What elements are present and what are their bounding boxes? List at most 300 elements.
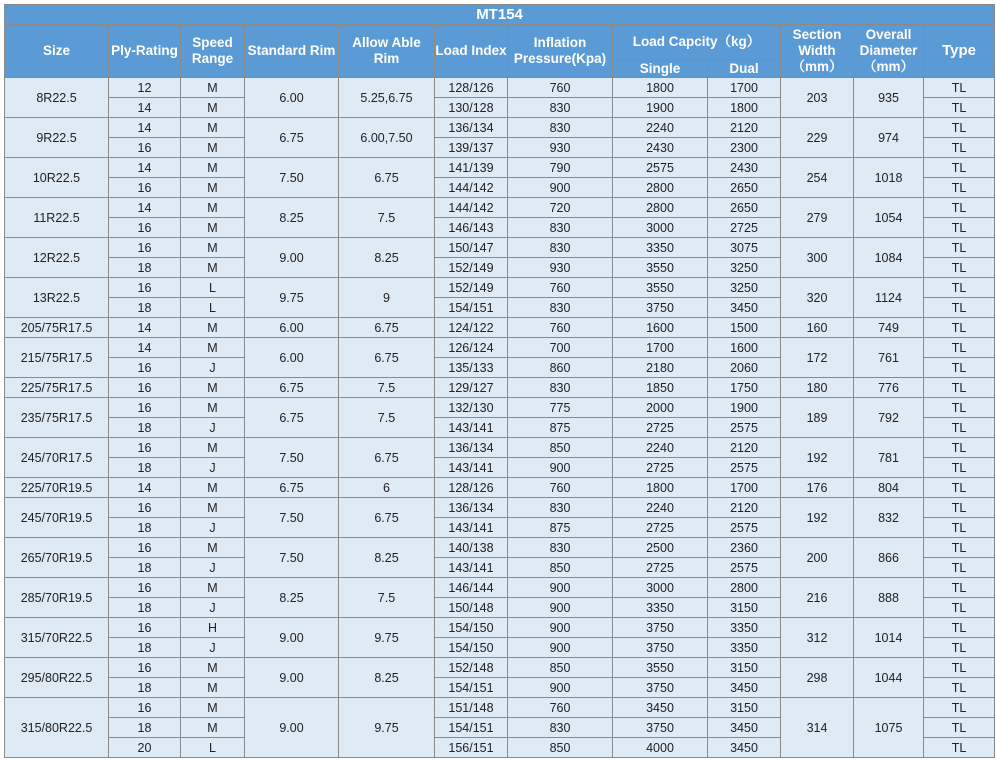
load-single-cell: 2725 xyxy=(613,558,708,578)
col-header-inflation-pressure: Inflation Pressure(Kpa) xyxy=(508,25,613,78)
inflation-pressure-cell: 830 xyxy=(508,218,613,238)
col-header-type: Type xyxy=(924,25,995,78)
load-single-cell: 3750 xyxy=(613,298,708,318)
table-row xyxy=(5,658,995,678)
type-cell: TL xyxy=(924,198,995,218)
speed-range-cell: M xyxy=(181,118,245,138)
table-title: MT154 xyxy=(5,5,995,25)
type-cell: TL xyxy=(924,138,995,158)
load-single-cell: 3000 xyxy=(613,218,708,238)
size-cell: 315/70R22.5 xyxy=(5,618,109,658)
table-row xyxy=(5,118,995,138)
section-width-cell: 279 xyxy=(781,198,854,238)
load-single-cell: 1800 xyxy=(613,478,708,498)
spec-table-wrapper xyxy=(4,4,994,758)
size-cell: 215/75R17.5 xyxy=(5,338,109,378)
inflation-pressure-cell: 850 xyxy=(508,558,613,578)
ply-rating-cell: 18 xyxy=(109,258,181,278)
ply-rating-cell: 14 xyxy=(109,158,181,178)
ply-rating-cell: 12 xyxy=(109,78,181,98)
speed-range-cell: J xyxy=(181,458,245,478)
col-header-overall-diameter: Overall Diameter （mm） xyxy=(854,25,924,78)
load-dual-cell: 2725 xyxy=(708,218,781,238)
load-index-cell: 154/151 xyxy=(435,298,508,318)
ply-rating-cell: 16 xyxy=(109,658,181,678)
load-dual-cell: 2650 xyxy=(708,198,781,218)
type-cell: TL xyxy=(924,398,995,418)
table-row xyxy=(5,318,995,338)
load-dual-cell: 2120 xyxy=(708,438,781,458)
ply-rating-cell: 14 xyxy=(109,198,181,218)
load-single-cell: 3350 xyxy=(613,238,708,258)
inflation-pressure-cell: 830 xyxy=(508,498,613,518)
allow-able-rim-cell: 5.25,6.75 xyxy=(339,78,435,118)
type-cell: TL xyxy=(924,738,995,758)
load-index-cell: 136/134 xyxy=(435,438,508,458)
speed-range-cell: M xyxy=(181,338,245,358)
section-width-cell: 312 xyxy=(781,618,854,658)
overall-diameter-cell: 1075 xyxy=(854,698,924,758)
load-index-cell: 124/122 xyxy=(435,318,508,338)
section-width-cell: 192 xyxy=(781,498,854,538)
type-cell: TL xyxy=(924,478,995,498)
inflation-pressure-cell: 900 xyxy=(508,578,613,598)
type-cell: TL xyxy=(924,578,995,598)
speed-range-cell: L xyxy=(181,278,245,298)
inflation-pressure-cell: 830 xyxy=(508,118,613,138)
speed-range-cell: M xyxy=(181,398,245,418)
allow-able-rim-cell: 7.5 xyxy=(339,198,435,238)
table-row xyxy=(5,478,995,498)
standard-rim-cell: 6.00 xyxy=(245,78,339,118)
inflation-pressure-cell: 700 xyxy=(508,338,613,358)
type-cell: TL xyxy=(924,658,995,678)
table-row xyxy=(5,198,995,218)
speed-range-cell: M xyxy=(181,718,245,738)
load-index-cell: 154/150 xyxy=(435,618,508,638)
load-dual-cell: 1700 xyxy=(708,478,781,498)
load-dual-cell: 2800 xyxy=(708,578,781,598)
speed-range-cell: M xyxy=(181,438,245,458)
inflation-pressure-cell: 720 xyxy=(508,198,613,218)
speed-range-cell: J xyxy=(181,638,245,658)
load-single-cell: 3550 xyxy=(613,258,708,278)
load-single-cell: 1600 xyxy=(613,318,708,338)
overall-diameter-cell: 749 xyxy=(854,318,924,338)
section-width-cell: 189 xyxy=(781,398,854,438)
inflation-pressure-cell: 790 xyxy=(508,158,613,178)
ply-rating-cell: 16 xyxy=(109,538,181,558)
type-cell: TL xyxy=(924,278,995,298)
col-header-speed-range: Speed Range xyxy=(181,25,245,78)
load-index-cell: 132/130 xyxy=(435,398,508,418)
load-single-cell: 3750 xyxy=(613,718,708,738)
speed-range-cell: M xyxy=(181,78,245,98)
speed-range-cell: J xyxy=(181,418,245,438)
size-cell: 245/70R17.5 xyxy=(5,438,109,478)
inflation-pressure-cell: 900 xyxy=(508,678,613,698)
table-row xyxy=(5,698,995,718)
inflation-pressure-cell: 760 xyxy=(508,278,613,298)
standard-rim-cell: 9.00 xyxy=(245,238,339,278)
standard-rim-cell: 7.50 xyxy=(245,538,339,578)
type-cell: TL xyxy=(924,78,995,98)
table-row xyxy=(5,278,995,298)
speed-range-cell: J xyxy=(181,598,245,618)
inflation-pressure-cell: 930 xyxy=(508,258,613,278)
standard-rim-cell: 6.00 xyxy=(245,318,339,338)
size-cell: 235/75R17.5 xyxy=(5,398,109,438)
inflation-pressure-cell: 760 xyxy=(508,78,613,98)
table-row xyxy=(5,438,995,458)
ply-rating-cell: 14 xyxy=(109,118,181,138)
speed-range-cell: M xyxy=(181,158,245,178)
overall-diameter-cell: 1054 xyxy=(854,198,924,238)
load-dual-cell: 3150 xyxy=(708,658,781,678)
inflation-pressure-cell: 900 xyxy=(508,618,613,638)
inflation-pressure-cell: 760 xyxy=(508,698,613,718)
ply-rating-cell: 18 xyxy=(109,598,181,618)
load-dual-cell: 3350 xyxy=(708,618,781,638)
inflation-pressure-cell: 850 xyxy=(508,438,613,458)
standard-rim-cell: 7.50 xyxy=(245,438,339,478)
load-dual-cell: 3450 xyxy=(708,718,781,738)
ply-rating-cell: 18 xyxy=(109,298,181,318)
section-width-cell: 320 xyxy=(781,278,854,318)
load-index-cell: 139/137 xyxy=(435,138,508,158)
ply-rating-cell: 16 xyxy=(109,438,181,458)
col-header-ply-rating: Ply-Rating xyxy=(109,25,181,78)
load-dual-cell: 1750 xyxy=(708,378,781,398)
inflation-pressure-cell: 860 xyxy=(508,358,613,378)
type-cell: TL xyxy=(924,378,995,398)
load-single-cell: 2430 xyxy=(613,138,708,158)
ply-rating-cell: 18 xyxy=(109,518,181,538)
overall-diameter-cell: 935 xyxy=(854,78,924,118)
col-header-load-capacity: Load Capcity（kg） xyxy=(613,25,781,60)
load-dual-cell: 3350 xyxy=(708,638,781,658)
ply-rating-cell: 18 xyxy=(109,638,181,658)
size-cell: 225/70R19.5 xyxy=(5,478,109,498)
col-header-section-width: Section Width （mm） xyxy=(781,25,854,78)
allow-able-rim-cell: 7.5 xyxy=(339,578,435,618)
speed-range-cell: M xyxy=(181,658,245,678)
size-cell: 9R22.5 xyxy=(5,118,109,158)
section-width-cell: 160 xyxy=(781,318,854,338)
ply-rating-cell: 16 xyxy=(109,278,181,298)
type-cell: TL xyxy=(924,518,995,538)
load-single-cell: 3450 xyxy=(613,698,708,718)
size-cell: 10R22.5 xyxy=(5,158,109,198)
size-cell: 225/75R17.5 xyxy=(5,378,109,398)
section-width-cell: 229 xyxy=(781,118,854,158)
type-cell: TL xyxy=(924,218,995,238)
overall-diameter-cell: 761 xyxy=(854,338,924,378)
size-cell: 13R22.5 xyxy=(5,278,109,318)
ply-rating-cell: 14 xyxy=(109,478,181,498)
load-index-cell: 151/148 xyxy=(435,698,508,718)
type-cell: TL xyxy=(924,498,995,518)
section-width-cell: 298 xyxy=(781,658,854,698)
type-cell: TL xyxy=(924,118,995,138)
speed-range-cell: M xyxy=(181,218,245,238)
load-dual-cell: 1700 xyxy=(708,78,781,98)
speed-range-cell: M xyxy=(181,238,245,258)
load-dual-cell: 1600 xyxy=(708,338,781,358)
load-dual-cell: 2575 xyxy=(708,518,781,538)
size-cell: 295/80R22.5 xyxy=(5,658,109,698)
size-cell: 265/70R19.5 xyxy=(5,538,109,578)
section-width-cell: 200 xyxy=(781,538,854,578)
size-cell: 205/75R17.5 xyxy=(5,318,109,338)
inflation-pressure-cell: 830 xyxy=(508,98,613,118)
ply-rating-cell: 16 xyxy=(109,698,181,718)
load-dual-cell: 2575 xyxy=(708,418,781,438)
load-single-cell: 3550 xyxy=(613,278,708,298)
type-cell: TL xyxy=(924,358,995,378)
load-single-cell: 2575 xyxy=(613,158,708,178)
standard-rim-cell: 7.50 xyxy=(245,158,339,198)
load-single-cell: 3750 xyxy=(613,638,708,658)
load-single-cell: 3000 xyxy=(613,578,708,598)
standard-rim-cell: 8.25 xyxy=(245,198,339,238)
load-dual-cell: 2575 xyxy=(708,458,781,478)
speed-range-cell: M xyxy=(181,198,245,218)
ply-rating-cell: 16 xyxy=(109,138,181,158)
type-cell: TL xyxy=(924,418,995,438)
table-row xyxy=(5,338,995,358)
load-index-cell: 126/124 xyxy=(435,338,508,358)
overall-diameter-cell: 832 xyxy=(854,498,924,538)
speed-range-cell: M xyxy=(181,378,245,398)
section-width-cell: 180 xyxy=(781,378,854,398)
speed-range-cell: M xyxy=(181,478,245,498)
ply-rating-cell: 16 xyxy=(109,398,181,418)
ply-rating-cell: 16 xyxy=(109,378,181,398)
standard-rim-cell: 8.25 xyxy=(245,578,339,618)
inflation-pressure-cell: 850 xyxy=(508,658,613,678)
overall-diameter-cell: 866 xyxy=(854,538,924,578)
table-row xyxy=(5,578,995,598)
overall-diameter-cell: 781 xyxy=(854,438,924,478)
load-dual-cell: 1900 xyxy=(708,398,781,418)
inflation-pressure-cell: 830 xyxy=(508,298,613,318)
load-dual-cell: 3450 xyxy=(708,678,781,698)
ply-rating-cell: 18 xyxy=(109,458,181,478)
load-dual-cell: 3150 xyxy=(708,698,781,718)
load-single-cell: 3550 xyxy=(613,658,708,678)
allow-able-rim-cell: 6.75 xyxy=(339,498,435,538)
load-single-cell: 2725 xyxy=(613,458,708,478)
load-single-cell: 1800 xyxy=(613,78,708,98)
ply-rating-cell: 16 xyxy=(109,178,181,198)
standard-rim-cell: 9.75 xyxy=(245,278,339,318)
col-header-load-index: Load Index xyxy=(435,25,508,78)
load-single-cell: 1850 xyxy=(613,378,708,398)
speed-range-cell: M xyxy=(181,498,245,518)
standard-rim-cell: 9.00 xyxy=(245,618,339,658)
allow-able-rim-cell: 9.75 xyxy=(339,698,435,758)
ply-rating-cell: 16 xyxy=(109,578,181,598)
load-single-cell: 2240 xyxy=(613,118,708,138)
load-index-cell: 128/126 xyxy=(435,78,508,98)
standard-rim-cell: 6.75 xyxy=(245,378,339,398)
speed-range-cell: J xyxy=(181,558,245,578)
ply-rating-cell: 18 xyxy=(109,718,181,738)
load-index-cell: 143/141 xyxy=(435,518,508,538)
load-dual-cell: 2300 xyxy=(708,138,781,158)
section-width-cell: 216 xyxy=(781,578,854,618)
inflation-pressure-cell: 760 xyxy=(508,478,613,498)
load-index-cell: 154/151 xyxy=(435,718,508,738)
load-dual-cell: 2060 xyxy=(708,358,781,378)
standard-rim-cell: 6.00 xyxy=(245,338,339,378)
load-single-cell: 2240 xyxy=(613,498,708,518)
load-single-cell: 3750 xyxy=(613,678,708,698)
load-index-cell: 143/141 xyxy=(435,458,508,478)
load-single-cell: 1900 xyxy=(613,98,708,118)
allow-able-rim-cell: 6.00,7.50 xyxy=(339,118,435,158)
load-dual-cell: 1800 xyxy=(708,98,781,118)
ply-rating-cell: 16 xyxy=(109,618,181,638)
overall-diameter-cell: 1044 xyxy=(854,658,924,698)
overall-diameter-cell: 1018 xyxy=(854,158,924,198)
allow-able-rim-cell: 7.5 xyxy=(339,398,435,438)
col-header-allow-able-rim: Allow Able Rim xyxy=(339,25,435,78)
inflation-pressure-cell: 830 xyxy=(508,238,613,258)
table-row xyxy=(5,538,995,558)
size-cell: 11R22.5 xyxy=(5,198,109,238)
load-index-cell: 152/149 xyxy=(435,278,508,298)
load-index-cell: 154/151 xyxy=(435,678,508,698)
load-index-cell: 128/126 xyxy=(435,478,508,498)
inflation-pressure-cell: 900 xyxy=(508,638,613,658)
type-cell: TL xyxy=(924,98,995,118)
load-index-cell: 143/141 xyxy=(435,418,508,438)
speed-range-cell: M xyxy=(181,258,245,278)
speed-range-cell: L xyxy=(181,738,245,758)
col-header-dual: Dual xyxy=(708,60,781,78)
type-cell: TL xyxy=(924,718,995,738)
table-row xyxy=(5,498,995,518)
speed-range-cell: M xyxy=(181,538,245,558)
inflation-pressure-cell: 775 xyxy=(508,398,613,418)
load-single-cell: 2240 xyxy=(613,438,708,458)
load-index-cell: 140/138 xyxy=(435,538,508,558)
speed-range-cell: J xyxy=(181,518,245,538)
load-index-cell: 150/148 xyxy=(435,598,508,618)
load-single-cell: 3750 xyxy=(613,618,708,638)
overall-diameter-cell: 792 xyxy=(854,398,924,438)
table-body xyxy=(5,78,995,758)
ply-rating-cell: 16 xyxy=(109,358,181,378)
inflation-pressure-cell: 900 xyxy=(508,178,613,198)
type-cell: TL xyxy=(924,318,995,338)
speed-range-cell: M xyxy=(181,698,245,718)
load-dual-cell: 2430 xyxy=(708,158,781,178)
ply-rating-cell: 16 xyxy=(109,498,181,518)
ply-rating-cell: 20 xyxy=(109,738,181,758)
allow-able-rim-cell: 6.75 xyxy=(339,318,435,338)
load-index-cell: 152/149 xyxy=(435,258,508,278)
load-index-cell: 130/128 xyxy=(435,98,508,118)
load-index-cell: 136/134 xyxy=(435,118,508,138)
load-single-cell: 2725 xyxy=(613,518,708,538)
inflation-pressure-cell: 900 xyxy=(508,598,613,618)
allow-able-rim-cell: 8.25 xyxy=(339,538,435,578)
size-cell: 12R22.5 xyxy=(5,238,109,278)
load-single-cell: 1700 xyxy=(613,338,708,358)
type-cell: TL xyxy=(924,558,995,578)
col-header-standard-rim: Standard Rim xyxy=(245,25,339,78)
allow-able-rim-cell: 9 xyxy=(339,278,435,318)
allow-able-rim-cell: 9.75 xyxy=(339,618,435,658)
table-row xyxy=(5,398,995,418)
size-cell: 315/80R22.5 xyxy=(5,698,109,758)
type-cell: TL xyxy=(924,258,995,278)
type-cell: TL xyxy=(924,158,995,178)
allow-able-rim-cell: 6.75 xyxy=(339,338,435,378)
standard-rim-cell: 6.75 xyxy=(245,478,339,498)
section-width-cell: 314 xyxy=(781,698,854,758)
section-width-cell: 192 xyxy=(781,438,854,478)
load-index-cell: 144/142 xyxy=(435,178,508,198)
table-row xyxy=(5,618,995,638)
load-dual-cell: 1500 xyxy=(708,318,781,338)
type-cell: TL xyxy=(924,438,995,458)
size-cell: 8R22.5 xyxy=(5,78,109,118)
load-dual-cell: 3450 xyxy=(708,738,781,758)
type-cell: TL xyxy=(924,678,995,698)
ply-rating-cell: 14 xyxy=(109,98,181,118)
allow-able-rim-cell: 6.75 xyxy=(339,158,435,198)
load-index-cell: 146/144 xyxy=(435,578,508,598)
load-index-cell: 154/150 xyxy=(435,638,508,658)
type-cell: TL xyxy=(924,178,995,198)
inflation-pressure-cell: 930 xyxy=(508,138,613,158)
load-dual-cell: 2575 xyxy=(708,558,781,578)
load-dual-cell: 3075 xyxy=(708,238,781,258)
load-dual-cell: 3250 xyxy=(708,258,781,278)
overall-diameter-cell: 1014 xyxy=(854,618,924,658)
load-index-cell: 129/127 xyxy=(435,378,508,398)
type-cell: TL xyxy=(924,458,995,478)
speed-range-cell: M xyxy=(181,98,245,118)
ply-rating-cell: 14 xyxy=(109,338,181,358)
speed-range-cell: M xyxy=(181,678,245,698)
load-index-cell: 144/142 xyxy=(435,198,508,218)
table-row xyxy=(5,238,995,258)
speed-range-cell: L xyxy=(181,298,245,318)
type-cell: TL xyxy=(924,298,995,318)
load-index-cell: 136/134 xyxy=(435,498,508,518)
overall-diameter-cell: 1124 xyxy=(854,278,924,318)
type-cell: TL xyxy=(924,598,995,618)
speed-range-cell: M xyxy=(181,318,245,338)
standard-rim-cell: 9.00 xyxy=(245,658,339,698)
type-cell: TL xyxy=(924,618,995,638)
load-single-cell: 2800 xyxy=(613,198,708,218)
type-cell: TL xyxy=(924,338,995,358)
overall-diameter-cell: 888 xyxy=(854,578,924,618)
type-cell: TL xyxy=(924,538,995,558)
inflation-pressure-cell: 830 xyxy=(508,718,613,738)
load-dual-cell: 2650 xyxy=(708,178,781,198)
section-width-cell: 176 xyxy=(781,478,854,498)
type-cell: TL xyxy=(924,638,995,658)
inflation-pressure-cell: 830 xyxy=(508,378,613,398)
load-single-cell: 2725 xyxy=(613,418,708,438)
